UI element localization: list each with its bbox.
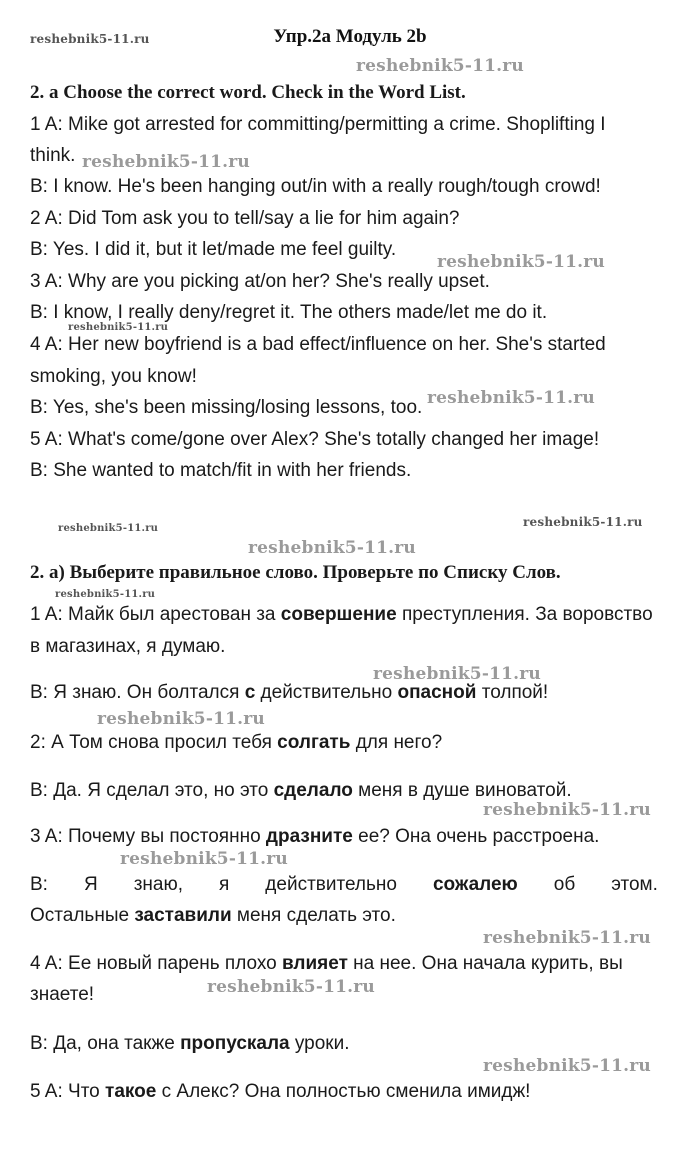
answer-word: дразните [265, 826, 353, 847]
translation-line: 4 A: Ее новый парень плохо влияет на нее. Она начала курить, вы [30, 953, 623, 974]
watermark: reshebnik5-11.ru [58, 523, 159, 534]
watermark: reshebnik5-11.ru [483, 800, 651, 820]
translation-line: знаете! [30, 984, 95, 1005]
exercise-line: 4 A: Her new boyfriend is a bad effect/influence on her. She's started [30, 334, 606, 355]
exercise-line: 1 A: Mike got arrested for committing/permitting a crime. Shoplifting I [30, 114, 606, 135]
translation-line: B: Да, она также пропускала уроки. [30, 1033, 350, 1054]
exercise-line: smoking, you know! [30, 366, 197, 387]
answer-word: с [244, 682, 256, 703]
watermark: reshebnik5-11.ru [427, 388, 595, 408]
watermark: reshebnik5-11.ru [207, 977, 375, 997]
translation-line: 3 A: Почему вы постоянно дразните ее? Она очень расстроена. [30, 826, 600, 847]
translation-line: 2: А Том снова просил тебя солгать для него? [30, 732, 443, 753]
watermark: reshebnik5-11.ru [68, 322, 169, 333]
translation-line: B: Я знаю. Он болтался с действительно опасной толпой! [30, 682, 549, 703]
answer-word: влияет [281, 953, 348, 974]
watermark: reshebnik5-11.ru [523, 515, 643, 529]
translation-line: B: Да. Я сделал это, но это сделало меня в душе виноватой. [30, 780, 572, 801]
exercise-line: 3 A: Why are you picking at/on her? She's really upset. [30, 271, 490, 292]
translation-line: в магазинах, я думаю. [30, 636, 226, 657]
exercise-heading-english: 2. a Choose the correct word. Check in the Word List. [30, 82, 466, 103]
answer-word: сожалею [432, 874, 518, 895]
exercise-line: B: Yes, she's been missing/losing lessons, too. [30, 397, 423, 418]
watermark: reshebnik5-11.ru [373, 664, 541, 684]
answer-word: совершение [280, 604, 397, 625]
exercise-line: B: She wanted to match/fit in with her friends. [30, 460, 412, 481]
translation-line-justified: B: Я знаю, я действительно сожалею об этом. [30, 874, 658, 895]
exercise-line: B: Yes. I did it, but it let/made me feel guilty. [30, 239, 397, 260]
answer-word: сделало [273, 780, 353, 801]
watermark: reshebnik5-11.ru [483, 928, 651, 948]
exercise-heading-russian: 2. а) Выберите правильное слово. Проверьте по Списку Слов. [30, 562, 561, 583]
watermark: reshebnik5-11.ru [55, 589, 156, 600]
translation-line: 1 A: Майк был арестован за совершение преступления. За воровство [30, 604, 653, 625]
exercise-line: B: I know, I really deny/regret it. The others made/let me do it. [30, 302, 548, 323]
watermark: reshebnik5-11.ru [82, 152, 250, 172]
translation-line: Остальные заставили меня сделать это. [30, 905, 396, 926]
watermark: reshebnik5-11.ru [483, 1056, 651, 1076]
answer-word: солгать [277, 732, 351, 753]
watermark: reshebnik5-11.ru [97, 709, 265, 729]
answer-word: такое [105, 1081, 157, 1102]
answer-word: пропускала [180, 1033, 290, 1054]
page-title: Упр.2а Модуль 2b [273, 26, 427, 47]
translation-line: 5 A: Что такое с Алекс? Она полностью сменила имидж! [30, 1081, 531, 1102]
exercise-line: B: I know. He's been hanging out/in with a really rough/tough crowd! [30, 176, 601, 197]
answer-word: опасной [397, 682, 477, 703]
exercise-line: 5 A: What's come/gone over Alex? She's totally changed her image! [30, 429, 600, 450]
watermark: reshebnik5-11.ru [248, 538, 416, 558]
answer-word: заставили [134, 905, 232, 926]
watermark: reshebnik5-11.ru [437, 252, 605, 272]
watermark: reshebnik5-11.ru [356, 56, 524, 76]
watermark: reshebnik5-11.ru [120, 849, 288, 869]
exercise-line: think. [30, 145, 76, 166]
exercise-line: 2 A: Did Tom ask you to tell/say a lie for him again? [30, 208, 460, 229]
site-label-small: reshebnik5-11.ru [30, 32, 150, 46]
